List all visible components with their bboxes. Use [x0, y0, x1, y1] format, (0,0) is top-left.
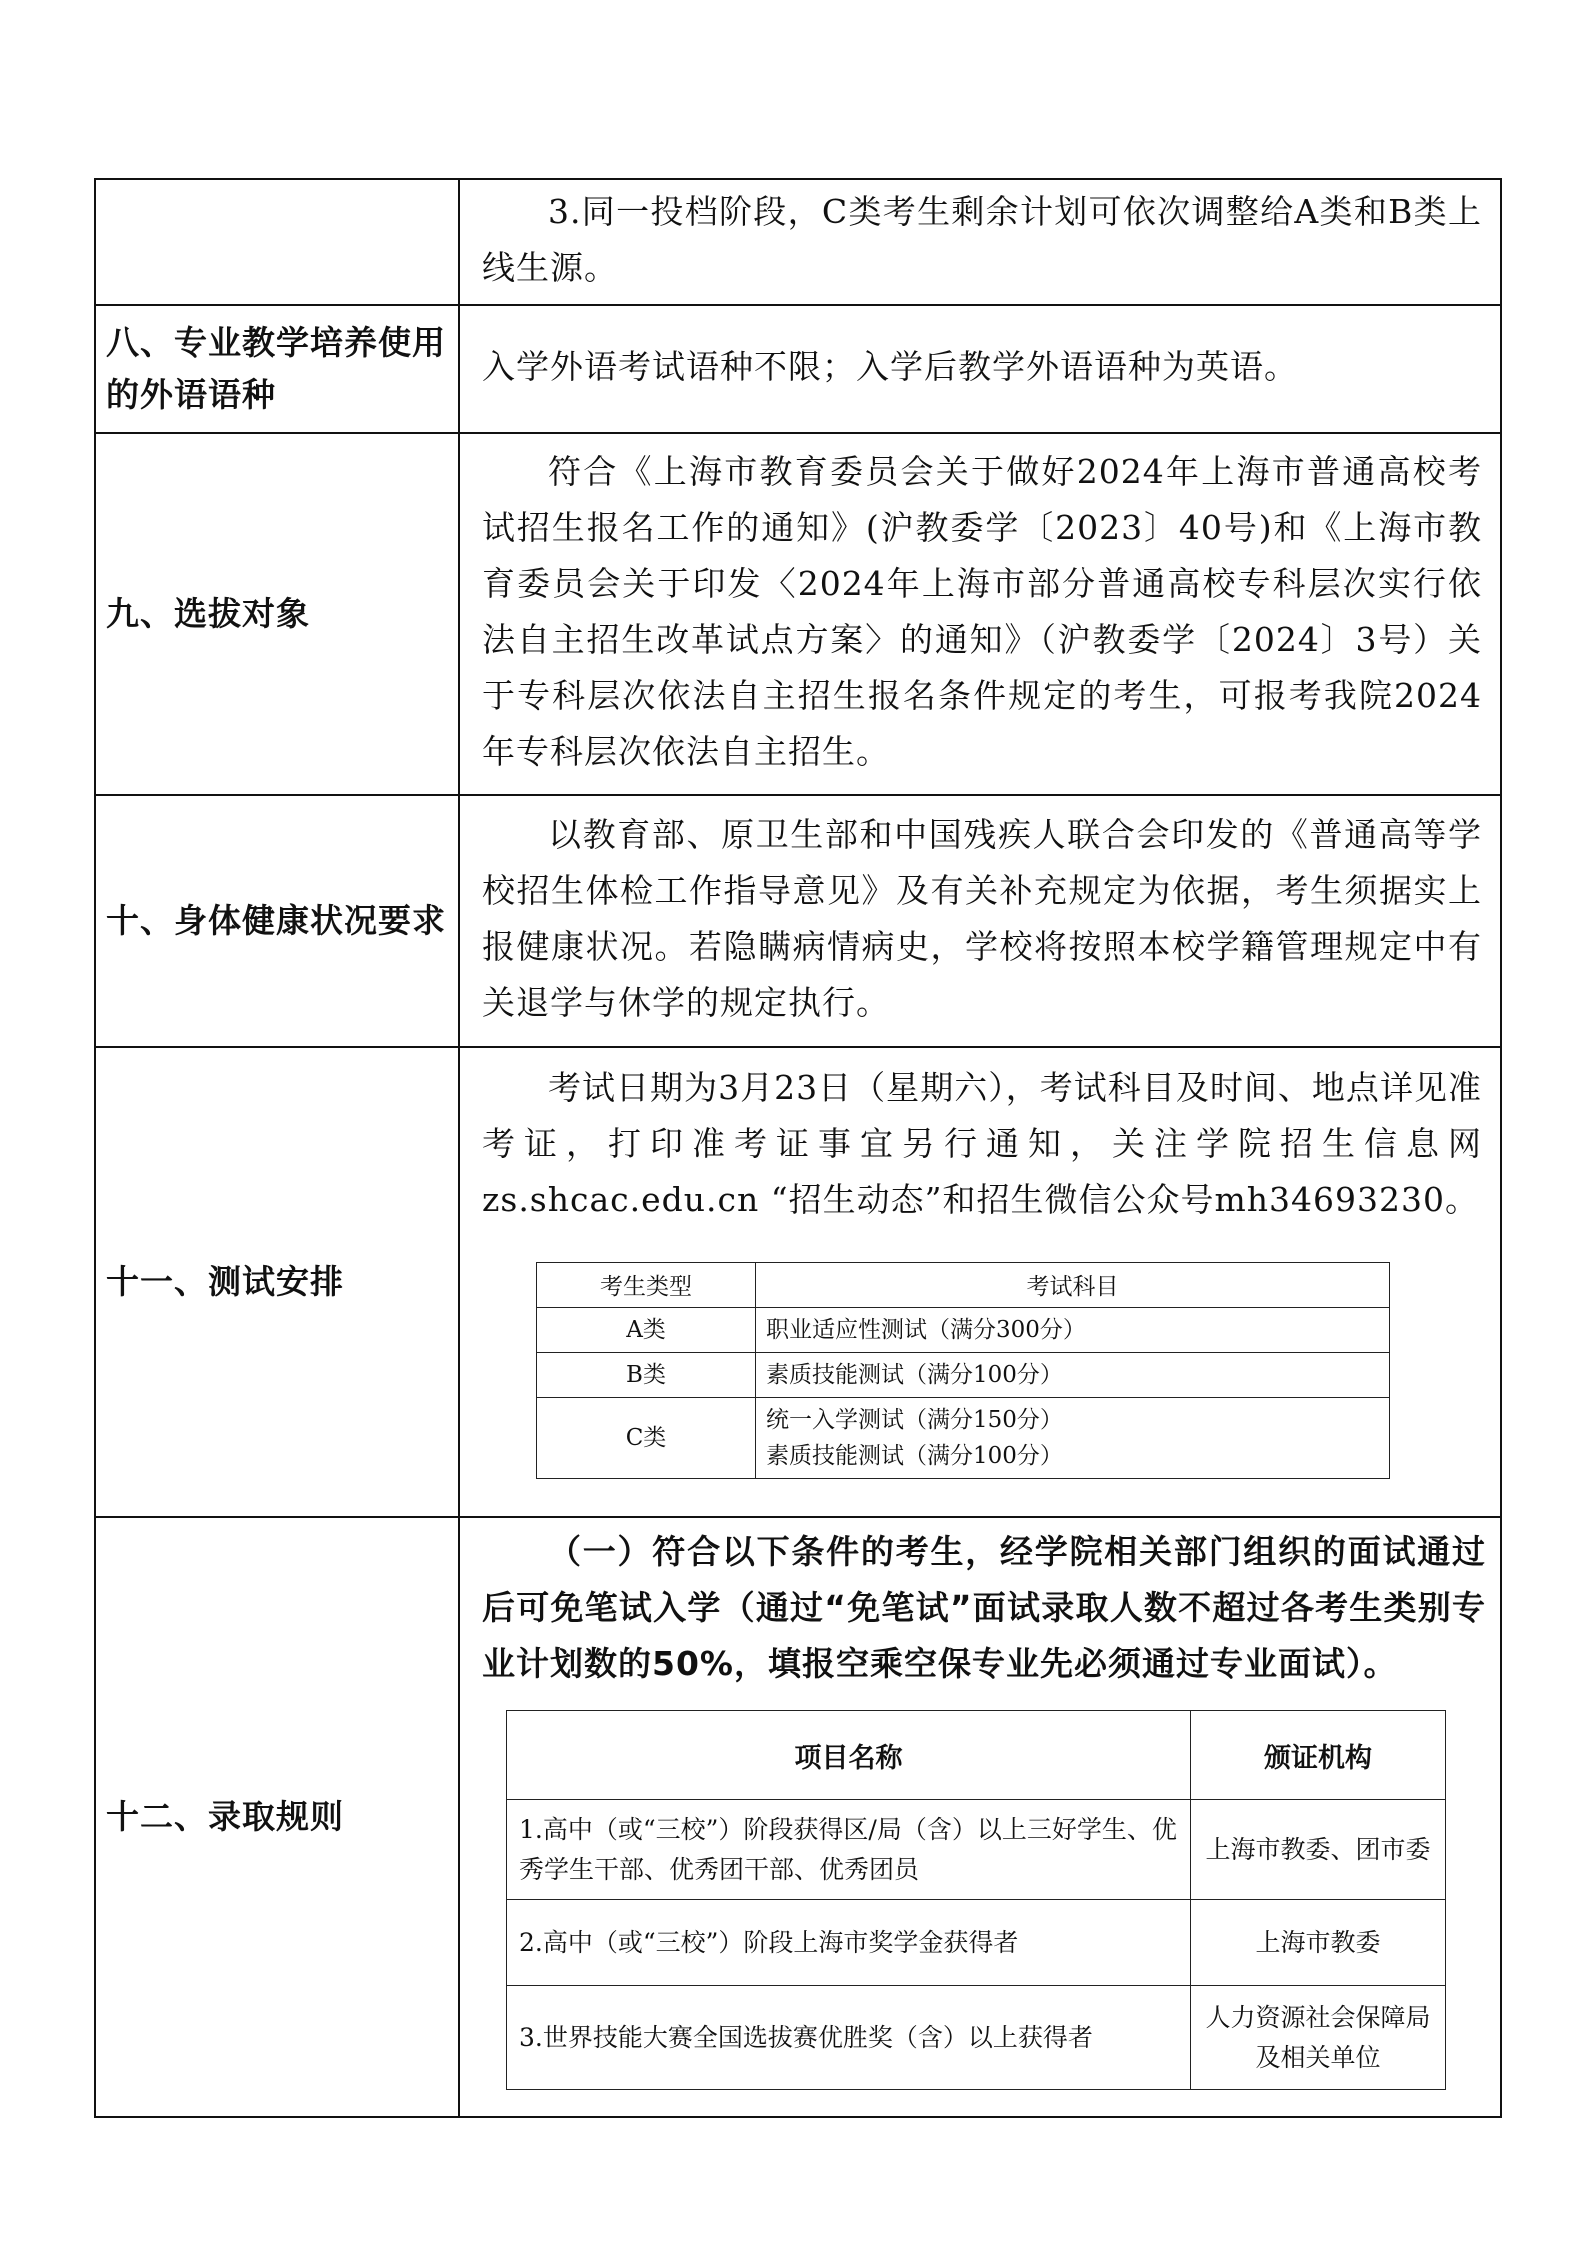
row-label-foreign-language: 八、专业教学培养使用的外语语种: [106, 323, 446, 414]
content-cell: [459, 433, 1501, 795]
table-row: [95, 433, 1501, 795]
label-cell: [95, 433, 459, 795]
admission-info-table: [94, 178, 1502, 2118]
table-row: [95, 795, 1501, 1047]
item-name-cell: 1.高中（或“三校”）阶段获得区/局（含）以上三好学生、优秀学生干部、优秀团干部、优秀团员: [507, 1800, 1191, 1900]
table-row: [537, 1307, 1390, 1352]
label-cell: [95, 795, 459, 1047]
table-header-row: [507, 1711, 1446, 1800]
exemption-criteria-table: [506, 1710, 1446, 2090]
content-cell: [459, 305, 1501, 433]
candidate-type-cell: C类: [537, 1397, 756, 1478]
table-header-row: [537, 1262, 1390, 1307]
item-name-cell: 2.高中（或“三校”）阶段上海市奖学金获得者: [507, 1900, 1191, 1986]
table-row: [95, 1517, 1501, 2117]
table-row: [507, 1800, 1446, 1900]
candidate-type-cell: A类: [537, 1307, 756, 1352]
row-label-admission-rules: 十二、录取规则: [106, 1797, 344, 1836]
table-row: [507, 1986, 1446, 2090]
exam-subject-cell: 素质技能测试（满分100分）: [756, 1352, 1390, 1397]
issuer-cell: 上海市教委: [1191, 1900, 1446, 1986]
table-row: [95, 1047, 1501, 1517]
table-row: [95, 305, 1501, 433]
health-requirement-text: 以教育部、原卫生部和中国残疾人联合会印发的《普通高等学校招生体检工作指导意见》及有关补充规定为依据，考生须据实上报健康状况。若隐瞒病情病史，学校将按照本校学籍管理规定中有关退学与休学的规定执行。: [482, 815, 1482, 1022]
table-row: [537, 1352, 1390, 1397]
column-header: 项目名称: [507, 1711, 1191, 1800]
table-row: [507, 1900, 1446, 1986]
label-cell: [95, 1517, 459, 2117]
issuer-cell: 人力资源社会保障局及相关单位: [1191, 1986, 1446, 2090]
exemption-rule-text: （一）符合以下条件的考生，经学院相关部门组织的面试通过后可免笔试入学（通过“免笔试”面试录取人数不超过各考生类别专业计划数的50%，填报空乘空保专业先必须通过专业面试）。: [482, 1532, 1486, 1683]
plan-adjust-text: 3.同一投档阶段，C类考生剩余计划可依次调整给A类和B类上线生源。: [482, 192, 1482, 287]
row-label-selection-target: 九、选拔对象: [106, 594, 310, 633]
row-label-health: 十、身体健康状况要求: [106, 901, 446, 940]
content-cell: [459, 1047, 1501, 1517]
label-cell: [95, 305, 459, 433]
content-cell: [459, 1517, 1501, 2117]
row-label-test-arrangement: 十一、测试安排: [106, 1262, 344, 1301]
foreign-language-text: 入学外语考试语种不限；入学后教学外语语种为英语。: [482, 347, 1298, 386]
item-name-cell: 3.世界技能大赛全国选拔赛优胜奖（含）以上获得者: [507, 1986, 1191, 2090]
content-cell: [459, 179, 1501, 305]
exam-subject-line: 素质技能测试（满分100分）: [766, 1442, 1063, 1469]
candidate-type-cell: B类: [537, 1352, 756, 1397]
column-header: 考生类型: [537, 1262, 756, 1307]
label-cell-empty: [95, 179, 459, 305]
exam-subject-cell: 职业适应性测试（满分300分）: [756, 1307, 1390, 1352]
exam-subject-table: [536, 1262, 1390, 1479]
test-arrangement-text: 考试日期为3月23日（星期六），考试科目及时间、地点详见准考证，打印准考证事宜另行通知，关注学院招生信息网zs.shcac.edu.cn “招生动态”和招生微信公众号mh34693230。: [482, 1067, 1482, 1219]
column-header: 考试科目: [756, 1262, 1390, 1307]
label-cell: [95, 1047, 459, 1517]
table-row: [95, 179, 1501, 305]
exam-subject-line: 统一入学测试（满分150分）: [766, 1406, 1063, 1433]
table-row: [537, 1397, 1390, 1478]
issuer-cell: 上海市教委、团市委: [1191, 1800, 1446, 1900]
exam-subject-cell: [756, 1397, 1390, 1478]
column-header: 颁证机构: [1191, 1711, 1446, 1800]
selection-target-text: 符合《上海市教育委员会关于做好2024年上海市普通高校考试招生报名工作的通知》(沪教委学〔2023〕40号)和《上海市教育委员会关于印发〈2024年上海市部分普通高校专科层次实行依法自主招生改革试点方案〉的通知》（沪教委学〔2024〕3号）关于专科层次依法自主招生报名条件规定的考生，可报考我院2024年专科层次依法自主招生。: [482, 452, 1482, 771]
content-cell: [459, 795, 1501, 1047]
